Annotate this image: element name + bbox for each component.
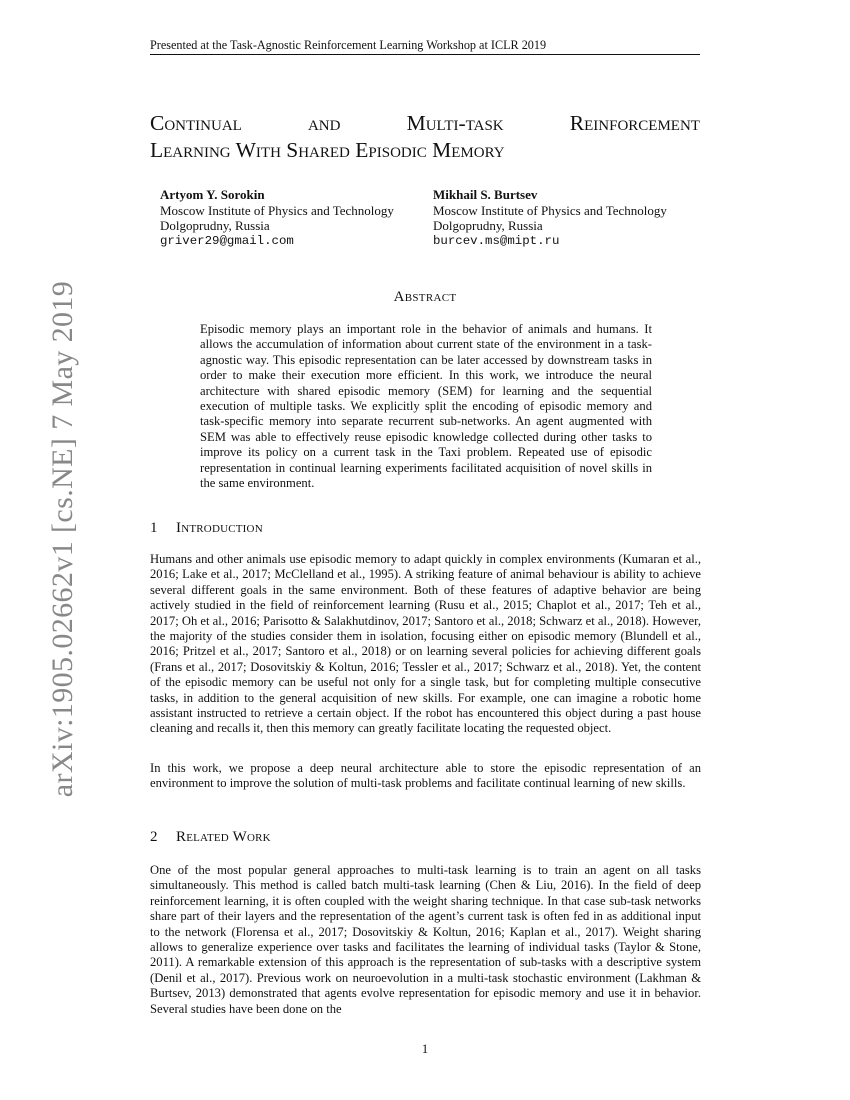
title-line-1 xyxy=(150,110,700,137)
page-number: 1 xyxy=(421,1042,429,1056)
section-title: Introduction xyxy=(176,520,263,536)
author-email[interactable]: griver29@gmail.com xyxy=(160,233,294,248)
section-number: 2 xyxy=(150,829,158,845)
section-number: 1 xyxy=(150,520,158,536)
title-word: Reinforcement xyxy=(569,111,700,135)
author-affiliation: Moscow Institute of Physics and Technology xyxy=(160,202,394,218)
paper-title xyxy=(150,110,700,164)
author-block xyxy=(433,187,667,249)
author-email[interactable]: burcev.ms@mipt.ru xyxy=(433,233,560,248)
arxiv-stamp[interactable]: arXiv:1905.02662v1 [cs.NE] 7 May 2019 xyxy=(46,280,79,798)
author-affiliation: Moscow Institute of Physics and Technology xyxy=(433,202,667,218)
section-heading-related-work xyxy=(150,829,700,846)
section-heading-introduction xyxy=(150,520,700,537)
abstract-text: Episodic memory plays an important role in the behavior of animals and humans. It allows the accumulation of information about current state of the environment in a task-agnostic way. This episodic representation can be later accessed by downstream tasks in order to make their execution more efficient. In this work, we introduce the neural architecture with shared episodic memory (SEM) for learning and the sequential execution of multiple tasks. We explicitly split the encoding of episodic memory and task-specific memory into separate recurrent sub-networks. An agent augmented with SEM was able to effectively reuse episodic knowledge collected during other tasks to improve its policy on a current task in the Taxi problem. Repeated use of episodic representation in continual learning experiments facilitated acquisition of novel skills in the same environment. xyxy=(200,322,652,491)
abstract-heading: Abstract xyxy=(393,289,457,305)
author-location: Dolgoprudny, Russia xyxy=(160,218,270,233)
section-title: Related Work xyxy=(176,829,271,845)
author-location: Dolgoprudny, Russia xyxy=(433,218,543,233)
title-word: Multi-task xyxy=(406,111,504,135)
title-line-2: Learning With Shared Episodic Memory xyxy=(150,138,505,162)
paragraph: Humans and other animals use episodic memory to adapt quickly in complex environments (Kumaran et al., 2016; Lake et al., 2017; McClelland et al., 1995). A striking feature of animal behaviour is ability to achieve several different goals in the same environment. Both of these features of adaptive behavior are being actively studied in the field of reinforcement learning (Rusu et al., 2015; Chaplot et al., 2017; Teh et al., 2017; Oh et al., 2016; Parisotto & Salakhutdinov, 2017; Santoro et al., 2018; Schwarz et al., 2018). However, the majority of the studies consider them in isolation, focusing either on episodic memory (Blundell et al., 2016; Pritzel et al., 2017; Santoro et al., 2018) or on learning several policies for achieving different goals (Frans et al., 2017; Dosovitskiy & Koltun, 2016; Tessler et al., 2017; Schwarz et al., 2018). Yet, the content of the episodic memory can be useful not only for a single task, but for completing multiple consecutive tasks, in addition to the general acquisition of new skills. For example, one can imagine a robotic home assistant instructed to retrieve a certain object. If the robot has encountered this object during a past house cleaning and recalls it, then this memory can greatly facilitate locating the requested object. xyxy=(150,552,701,736)
author-name: Mikhail S. Burtsev xyxy=(433,187,538,202)
running-header: Presented at the Task-Agnostic Reinforcement Learning Workshop at ICLR 2019 xyxy=(150,38,547,52)
paragraph: In this work, we propose a deep neural architecture able to store the episodic representation of an environment to improve the solution of multi-task problems and facilitate continual learning of new skills. xyxy=(150,761,701,791)
paragraph: One of the most popular general approaches to multi-task learning is to train an agent on all tasks simultaneously. This method is called batch multi-task learning (Chen & Liu, 2016). In the field of deep reinforcement learning, it is often coupled with the weight sharing technique. In that case sub-task networks share part of their layers and the representation of the agent’s current task is often fed in as additional input to the network (Florensa et al., 2017; Dosovitskiy & Koltun, 2016; Kaplan et al., 2017). Weight sharing allows to generalize experience over tasks and facilitates the learning of individual tasks (Taylor & Stone, 2011). A remarkable extension of this approach is the representation of sub-tasks with a descriptive system (Denil et al., 2017). Previous work on neuroevolution in a multi-task stochastic environment (Lakhman & Burtsev, 2013) demonstrated that agents evolve representation for episodic memory and use it in behavior. Several studies have been done on the xyxy=(150,863,701,1016)
title-word: Continual xyxy=(150,111,242,135)
title-word: and xyxy=(307,111,341,135)
header-rule xyxy=(150,54,700,55)
author-block xyxy=(160,187,394,249)
author-name: Artyom Y. Sorokin xyxy=(160,187,265,202)
